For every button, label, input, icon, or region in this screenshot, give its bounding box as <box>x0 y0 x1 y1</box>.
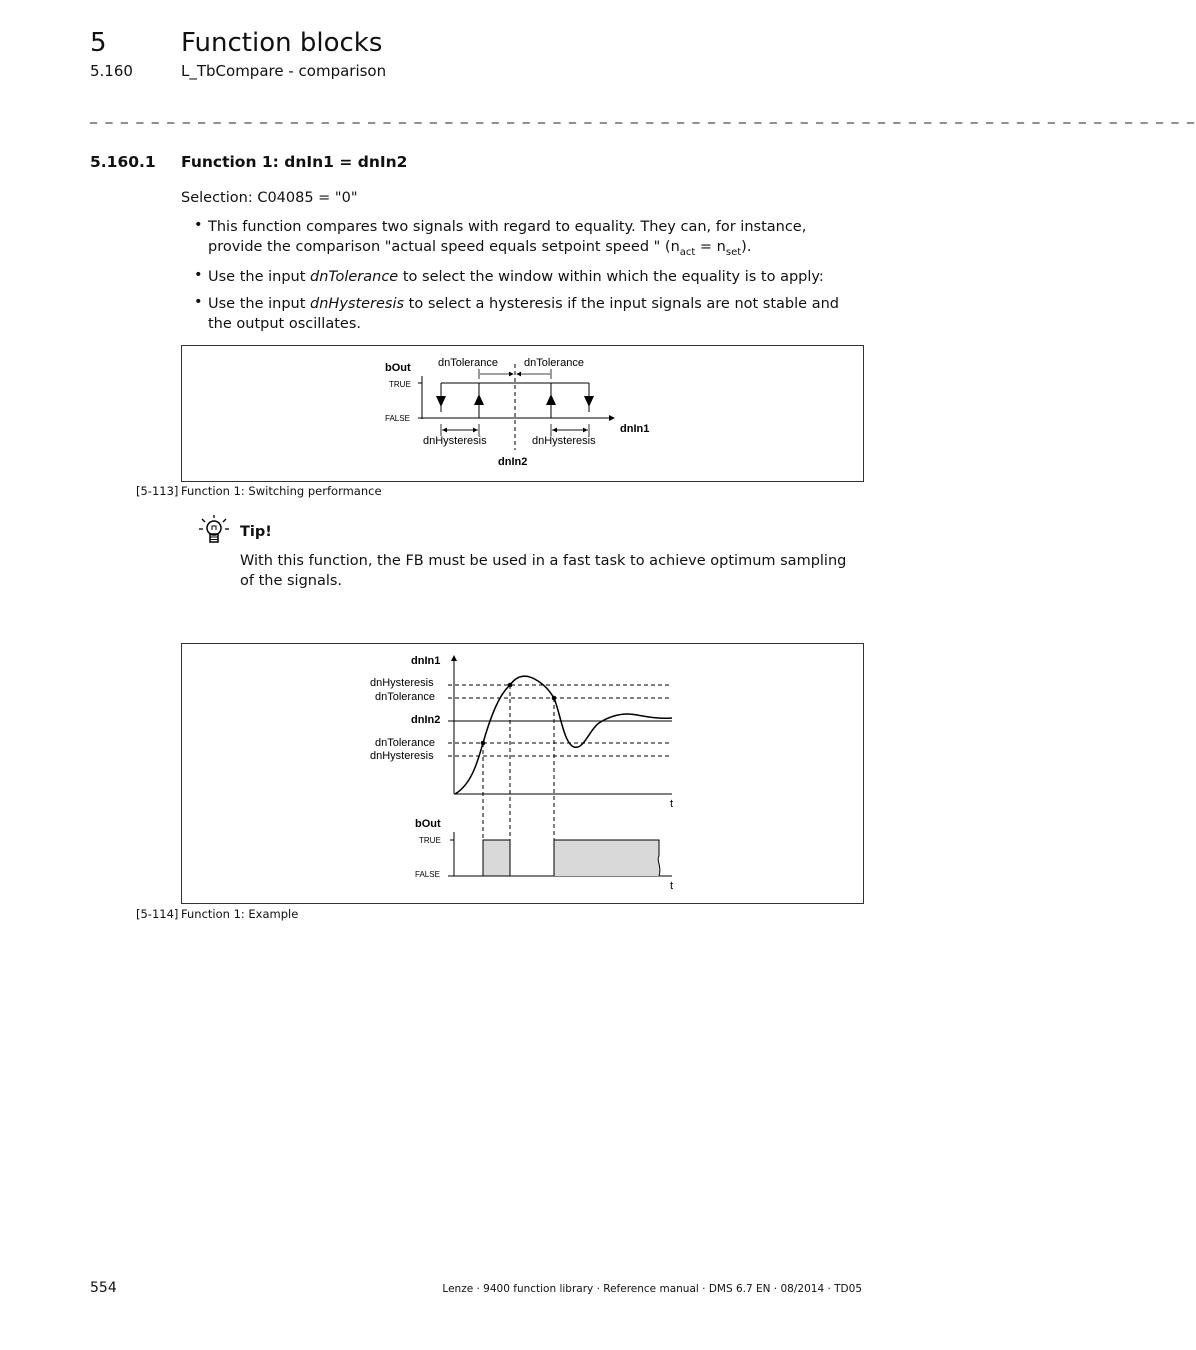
figure-example <box>181 643 864 904</box>
chapter-number: 5 <box>90 28 107 58</box>
bout-label: bOut <box>415 818 441 830</box>
tolerance-label-right: dnTolerance <box>524 357 584 369</box>
section-title: L_TbCompare - comparison <box>181 62 387 80</box>
tip-text: With this function, the FB must be used in a fast task to achieve optimum sampling of the signals. <box>240 553 847 589</box>
tolerance-bottom-label: dnTolerance <box>375 737 435 749</box>
section-number: 5.160 <box>90 62 133 80</box>
bullet-marker: • <box>194 294 203 310</box>
example-diagram <box>182 644 863 903</box>
figure-caption-1: [5-113] Function 1: Switching performance <box>136 484 382 498</box>
time-label-bottom: t <box>670 880 674 892</box>
tolerance-top-label: dnTolerance <box>375 691 435 703</box>
subsection-number: 5.160.1 <box>90 153 156 171</box>
hysteresis-top-label: dnHysteresis <box>370 677 434 689</box>
dnin2-label: dnIn2 <box>498 456 528 468</box>
bout-pulse <box>554 840 660 876</box>
dnin1-label: dnIn1 <box>411 655 441 667</box>
switch-arrow-up <box>474 394 484 405</box>
true-label: TRUE <box>389 380 411 389</box>
bullet-item-3: Use the input dnHysteresis to select a hysteresis if the input signals are not stable and the output oscillates. <box>208 296 839 332</box>
time-label-top: t <box>670 798 674 810</box>
page-number: 554 <box>90 1280 117 1296</box>
hysteresis-label-left: dnHysteresis <box>423 435 487 447</box>
switch-arrow-down <box>436 396 446 407</box>
bullet-item-1: This function compares two signals with regard to equality. They can, for instance, provide the comparison "actual speed equals setpoint speed " $(n_{act} = n_{set})$. <box>208 219 807 258</box>
selection-text: Selection: C04085 = "0" <box>181 190 358 206</box>
true-label: TRUE <box>419 836 441 845</box>
tolerance-label-left: dnTolerance <box>438 357 498 369</box>
hysteresis-bottom-label: dnHysteresis <box>370 750 434 762</box>
footer-text: Lenze · 9400 function library · Reference manual · DMS 6.7 EN · 08/2014 · TD05 <box>442 1283 862 1295</box>
false-label: FALSE <box>385 414 410 423</box>
hysteresis-label-right: dnHysteresis <box>532 435 596 447</box>
tip-label: Tip! <box>240 524 272 540</box>
switch-arrow-up <box>546 394 556 405</box>
header-separator: _ _ _ _ _ _ _ _ _ _ _ _ _ _ _ _ _ _ _ _ _ _ _ _ _ _ _ _ _ _ _ _ _ _ _ _ _ _ _ _ _ _ _ _ _ _ _ _ _ _ _ _ _ _ _ _ _ _ _ _ _ _ _ _ _ _ _ _ _ _ _ _ <box>90 108 1196 124</box>
dnin1-label: dnIn1 <box>620 423 650 435</box>
dnin2-label: dnIn2 <box>411 714 441 726</box>
bullet-marker: • <box>194 267 203 283</box>
bullet-marker: • <box>194 217 203 233</box>
switch-arrow-down <box>584 396 594 407</box>
bout-label: bOut <box>385 362 411 374</box>
false-label: FALSE <box>415 870 440 879</box>
signal-curve <box>455 676 672 794</box>
lightbulb-icon <box>198 514 232 548</box>
figure-caption-2: [5-114] Function 1: Example <box>136 907 299 921</box>
figure-switching-performance <box>181 345 864 482</box>
switching-diagram <box>182 346 863 481</box>
bullet-item-2: Use the input dnTolerance to select the window within which the equality is to apply: <box>208 269 824 285</box>
bout-pulse <box>483 840 510 876</box>
chapter-title: Function blocks <box>181 28 383 58</box>
subsection-title: Function 1: dnIn1 = dnIn2 <box>181 153 408 171</box>
